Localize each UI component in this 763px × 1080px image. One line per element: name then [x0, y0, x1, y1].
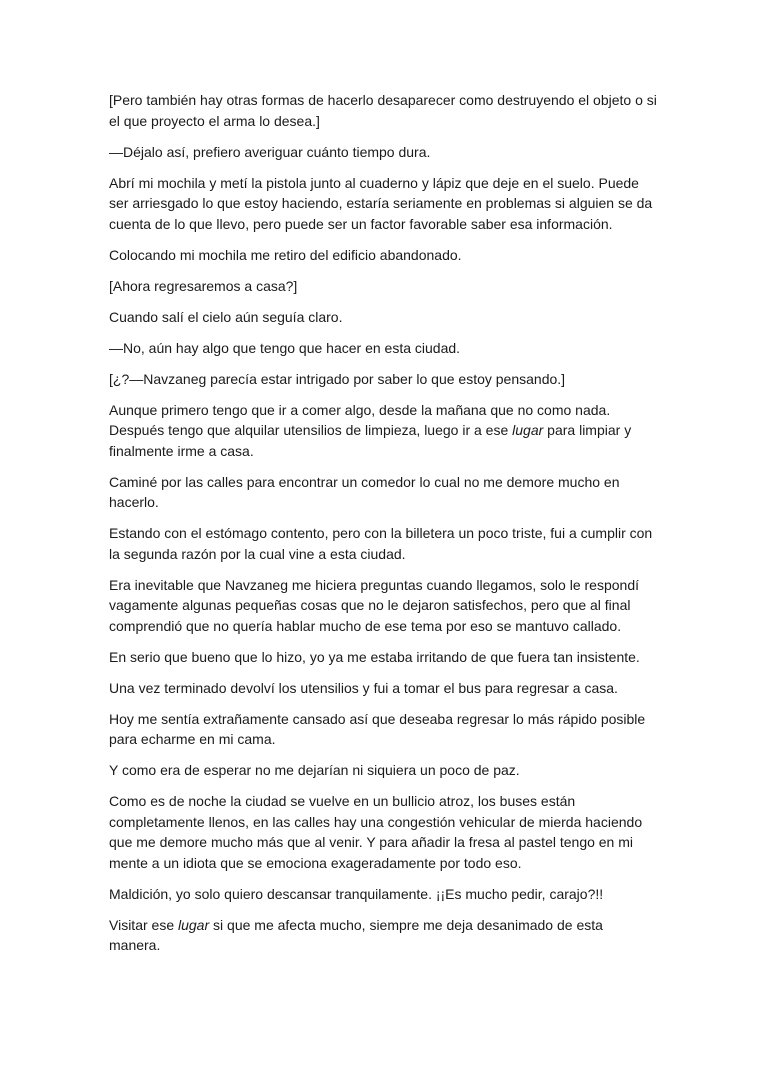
paragraph-text: —No, aún hay algo que tengo que hacer en esta ciudad.: [109, 339, 461, 356]
paragraph-text: Era inevitable que Navzaneg me hiciera preguntas cuando llegamos, solo le respondí vagamente algunas pequeñas cosas que no le dejaron satisfechos, pero que al final comprendió que no quería hablar mucho de ese tema por eso se mantuvo callado.: [109, 576, 639, 634]
paragraph: [109, 472, 657, 513]
paragraph-text: Y como era de esperar no me dejarían ni siquiera un poco de paz.: [109, 762, 520, 778]
paragraph: [109, 647, 657, 668]
paragraph-text: Cuando salí el cielo aún seguía claro.: [109, 308, 343, 325]
paragraph-text: Colocando mi mochila me retiro del edificio abandonado.: [109, 246, 462, 263]
paragraph: [109, 678, 657, 699]
paragraph: [109, 400, 657, 462]
paragraph-text: Hoy me sentía extrañamente cansado así que deseaba regresar lo más rápido posible para echarme en mi cama.: [109, 710, 646, 747]
paragraph-text: [¿?—Navzaneg parecía estar intrigado por saber lo que estoy pensando.]: [109, 370, 566, 387]
paragraph-text: Estando con el estómago contento, pero con la billetera un poco triste, fui a cumplir con la segunda razón por la cual vine a esta ciudad.: [109, 525, 653, 562]
paragraph: [109, 245, 657, 266]
paragraph-text: para limpiar y finalmente irme a casa.: [109, 422, 632, 459]
paragraph: [109, 884, 657, 905]
paragraph-text: Caminé por las calles para encontrar un comedor lo cual no me demore mucho en hacerlo.: [109, 473, 620, 510]
paragraph: [109, 338, 657, 359]
paragraph: [109, 173, 657, 235]
paragraph-text: Abrí mi mochila y metí la pistola junto al cuaderno y lápiz que deje en el suelo. Puede ser arriesgado lo que estoy haciendo, estaría seriamente en problemas si alguien se da cuenta de lo que llevo, pero puede ser un factor favorable saber esa información.: [109, 174, 653, 232]
paragraph-text: [Pero también hay otras formas de hacerlo desaparecer como destruyendo el objeto o si el que proyecto el arma lo desea.]: [109, 92, 657, 129]
paragraph-text: Aunque primero tengo que ir a comer algo, desde la mañana que no como nada. Después tengo que alquilar utensilios de limpieza, luego ir a ese: [109, 401, 611, 438]
paragraph-text: Maldición, yo solo quiero descansar tranquilamente. ¡¡Es mucho pedir, carajo?!!: [109, 885, 604, 902]
emphasized-text: lugar: [178, 916, 210, 933]
paragraph: [109, 915, 657, 956]
paragraph: [109, 791, 657, 873]
paragraph-text: Una vez terminado devolví los utensilios y fui a tomar el bus para regresar a casa.: [109, 679, 618, 696]
paragraph-text: Como es de noche la ciudad se vuelve en un bullicio atroz, los buses están completamente llenos, en las calles hay una congestión vehicular de mierda haciendo que me demore mucho más que al venir. Y para añadir la fresa al pastel tengo en mi mente a un idiota que se emociona exageradamente por todo eso.: [109, 793, 643, 871]
document-body: [109, 90, 657, 966]
paragraph: [109, 760, 657, 781]
paragraph: [109, 276, 657, 297]
paragraph: [109, 575, 657, 637]
paragraph: [109, 523, 657, 564]
paragraph-text: Visitar ese: [109, 916, 178, 933]
paragraph-text: si que me afecta mucho, siempre me deja desanimado de esta manera.: [109, 916, 603, 953]
paragraph-text: [Ahora regresaremos a casa?]: [109, 277, 298, 294]
paragraph-text: —Déjalo así, prefiero averiguar cuánto tiempo dura.: [109, 143, 431, 160]
paragraph: [109, 307, 657, 328]
paragraph: [109, 90, 657, 131]
paragraph: [109, 369, 657, 390]
paragraph: [109, 142, 657, 163]
emphasized-text: lugar: [512, 422, 544, 438]
paragraph-text: En serio que bueno que lo hizo, yo ya me estaba irritando de que fuera tan insistente.: [109, 648, 640, 665]
paragraph: [109, 709, 657, 750]
